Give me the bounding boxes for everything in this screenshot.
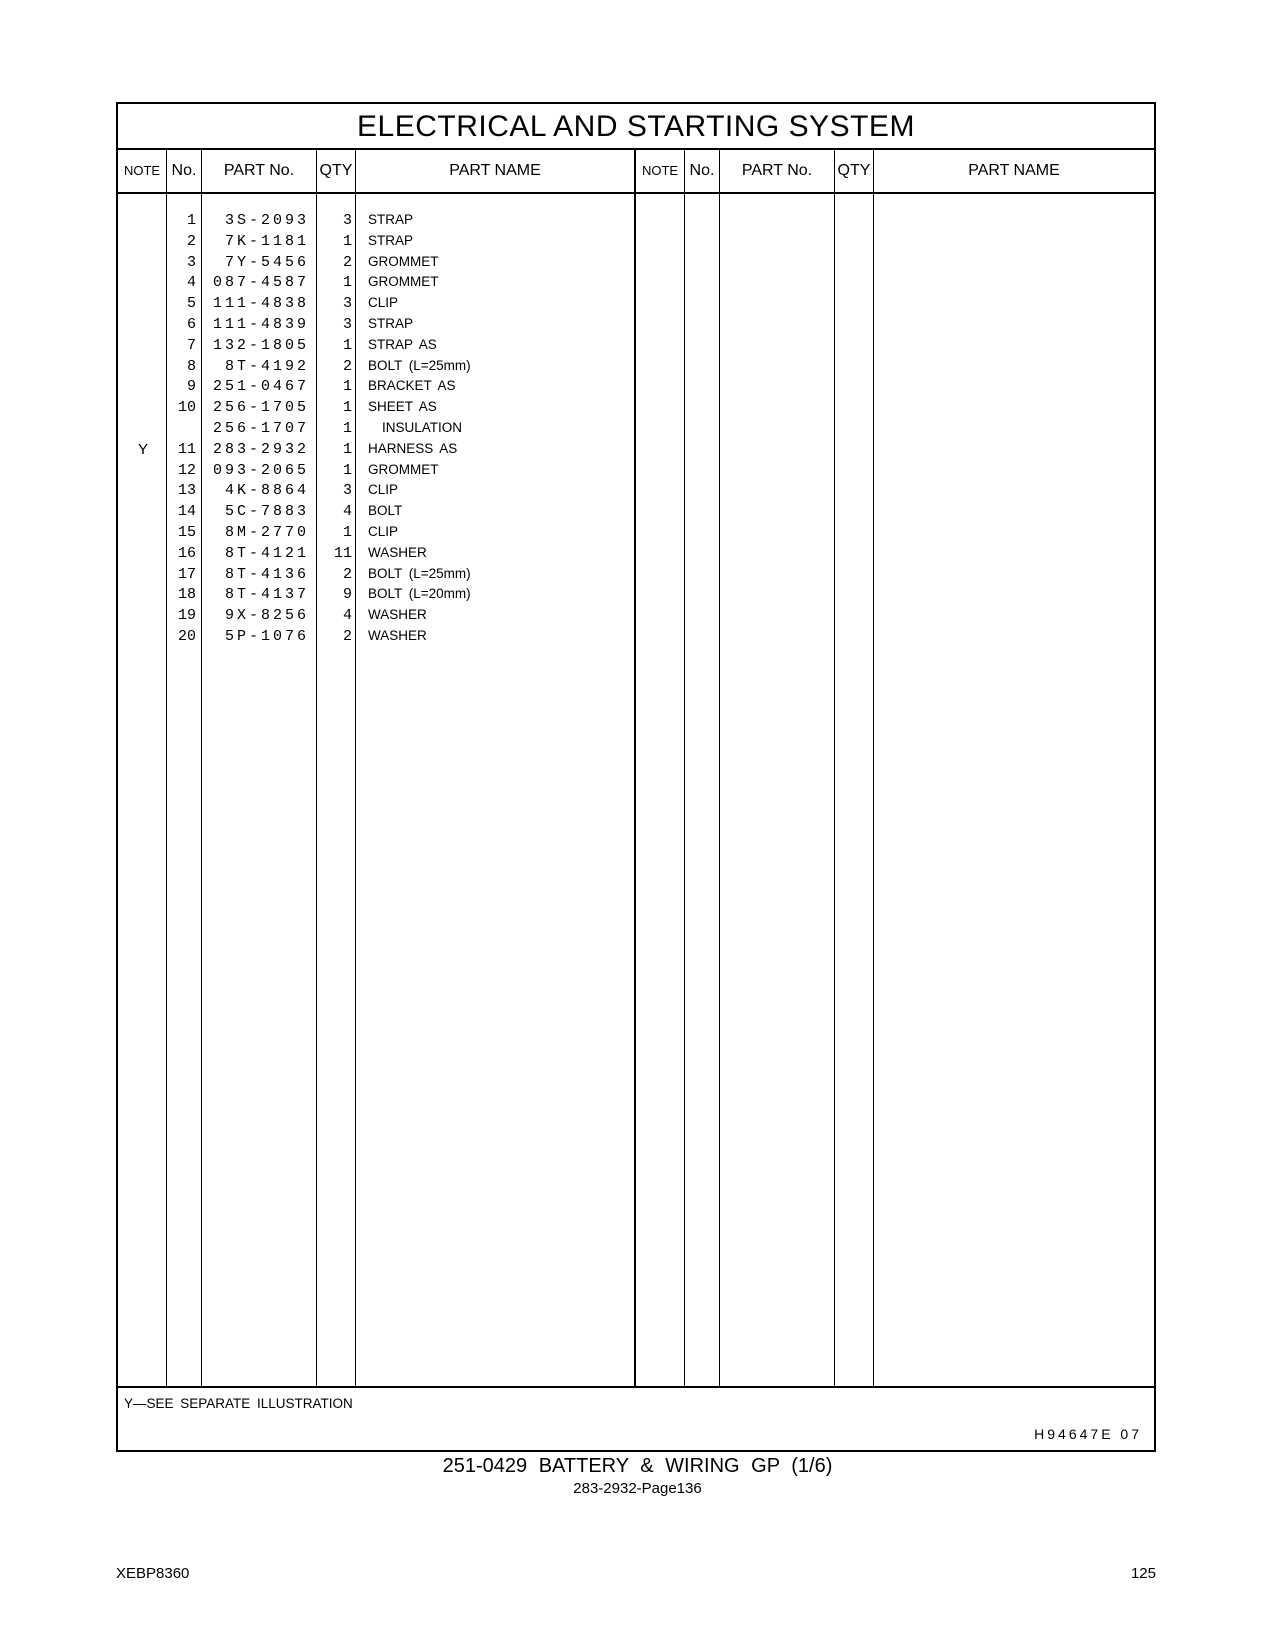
quantity-cell: 2 bbox=[342, 565, 352, 583]
part-name-cell: GROMMET bbox=[368, 274, 439, 290]
group-subcaption: 283-2932-Page136 bbox=[573, 1480, 702, 1497]
table-row bbox=[118, 399, 1154, 421]
quantity-cell: 2 bbox=[342, 357, 352, 375]
header-note-right: NOTE bbox=[641, 163, 679, 178]
part-name-cell: GROMMET bbox=[368, 461, 439, 477]
table-row bbox=[118, 586, 1154, 608]
part-number-cell: 4K-8864 bbox=[224, 482, 309, 500]
item-number-cell: 15 bbox=[177, 524, 196, 541]
item-number-cell: 4 bbox=[186, 274, 196, 292]
part-name-cell: WASHER bbox=[368, 607, 427, 623]
table-row bbox=[118, 524, 1154, 546]
table-row bbox=[118, 545, 1154, 567]
item-number-cell: 10 bbox=[177, 399, 196, 417]
part-number-cell: 111-4839 bbox=[212, 316, 309, 333]
part-number-cell: 7K-1181 bbox=[224, 232, 309, 250]
quantity-cell: 3 bbox=[342, 295, 352, 313]
part-number-cell: 132-1805 bbox=[212, 336, 309, 354]
quantity-cell: 3 bbox=[342, 316, 352, 333]
item-number-cell: 9 bbox=[186, 378, 196, 396]
header-no-left: No. bbox=[171, 162, 197, 179]
table-row bbox=[118, 628, 1154, 650]
part-name-cell: BOLT (L=25mm) bbox=[368, 357, 471, 373]
item-number-cell: 13 bbox=[177, 482, 196, 500]
header-qty-right: QTY bbox=[837, 162, 871, 179]
section-title: ELECTRICAL AND STARTING SYSTEM bbox=[118, 104, 1154, 150]
item-number-cell: 18 bbox=[177, 586, 196, 604]
table-row bbox=[118, 358, 1154, 380]
table-row bbox=[118, 441, 1154, 463]
part-name-cell: HARNESS AS bbox=[368, 440, 458, 456]
part-number-cell: 093-2065 bbox=[212, 461, 309, 479]
table-row bbox=[118, 462, 1154, 484]
part-name-cell: STRAP bbox=[368, 316, 414, 331]
item-number-cell: 1 bbox=[186, 212, 196, 229]
part-number-cell: 8T-4121 bbox=[224, 544, 309, 562]
part-name-cell: SHEET AS bbox=[368, 399, 437, 415]
table-row bbox=[118, 378, 1154, 400]
table-row bbox=[118, 274, 1154, 296]
table-row bbox=[118, 482, 1154, 504]
quantity-cell: 1 bbox=[342, 420, 352, 437]
header-no-right: No. bbox=[689, 162, 715, 179]
part-number-cell: 5C-7883 bbox=[224, 503, 309, 521]
quantity-cell: 2 bbox=[342, 628, 352, 645]
quantity-cell: 3 bbox=[342, 212, 352, 229]
part-name-cell: BRACKET AS bbox=[368, 378, 456, 394]
item-number-cell: 5 bbox=[186, 295, 196, 313]
part-name-cell: BOLT (L=20mm) bbox=[368, 586, 471, 602]
part-name-cell: WASHER bbox=[368, 544, 427, 560]
publication-number: XEBP8360 bbox=[116, 1565, 190, 1582]
part-name-cell: BOLT bbox=[368, 503, 403, 519]
item-number-cell: 11 bbox=[177, 440, 196, 458]
item-number-cell: 12 bbox=[177, 461, 196, 479]
parts-table-frame bbox=[116, 102, 1156, 1452]
item-number-cell: 14 bbox=[177, 503, 196, 521]
table-row bbox=[118, 503, 1154, 525]
part-name-cell: STRAP bbox=[368, 232, 414, 248]
part-name-cell: CLIP bbox=[368, 524, 399, 539]
part-number-cell: 7Y-5456 bbox=[224, 253, 309, 271]
part-number-cell: 251-0467 bbox=[212, 378, 309, 396]
header-qty-left: QTY bbox=[319, 162, 353, 179]
part-number-cell: 087-4587 bbox=[212, 274, 309, 292]
header-part-no-right: PART No. bbox=[741, 162, 813, 179]
group-caption: 251-0429 BATTERY & WIRING GP (1/6) bbox=[442, 1455, 833, 1477]
item-number-cell: 17 bbox=[177, 565, 196, 583]
quantity-cell: 1 bbox=[342, 524, 352, 541]
part-name-cell: INSULATION bbox=[382, 420, 463, 435]
quantity-cell: 1 bbox=[342, 378, 352, 396]
part-number-cell: 283-2932 bbox=[212, 440, 309, 458]
table-row bbox=[118, 233, 1154, 255]
quantity-cell: 1 bbox=[342, 336, 352, 354]
table-row bbox=[118, 316, 1154, 338]
note-cell: Y bbox=[137, 440, 148, 458]
item-number-cell: 7 bbox=[186, 336, 196, 354]
column-header-row bbox=[118, 150, 1154, 194]
item-number-cell: 8 bbox=[186, 357, 196, 375]
part-number-cell: 5P-1076 bbox=[224, 628, 309, 645]
header-part-no-left: PART No. bbox=[223, 162, 295, 179]
part-number-cell: 3S-2093 bbox=[224, 212, 309, 229]
quantity-cell: 1 bbox=[342, 461, 352, 479]
item-number-cell: 3 bbox=[186, 253, 196, 271]
quantity-cell: 4 bbox=[342, 607, 352, 625]
table-row bbox=[118, 295, 1154, 317]
item-number-cell: 2 bbox=[186, 232, 196, 250]
part-name-cell: STRAP AS bbox=[368, 336, 437, 352]
part-name-cell: WASHER bbox=[368, 628, 427, 643]
item-number-cell: 6 bbox=[186, 316, 196, 333]
part-name-cell: STRAP bbox=[368, 212, 414, 227]
quantity-cell: 4 bbox=[342, 503, 352, 521]
part-number-cell: 256-1705 bbox=[212, 399, 309, 417]
part-number-cell: 9X-8256 bbox=[224, 607, 309, 625]
header-part-name-left: PART NAME bbox=[449, 162, 541, 179]
part-number-cell: 8T-4137 bbox=[224, 586, 309, 604]
footer-divider bbox=[118, 1386, 1154, 1388]
quantity-cell: 2 bbox=[342, 253, 352, 271]
table-row bbox=[118, 212, 1154, 234]
quantity-cell: 9 bbox=[342, 586, 352, 604]
header-part-name-right: PART NAME bbox=[968, 162, 1060, 179]
quantity-cell: 1 bbox=[342, 274, 352, 292]
quantity-cell: 1 bbox=[342, 440, 352, 458]
table-row bbox=[118, 420, 1154, 442]
table-row bbox=[118, 337, 1154, 359]
part-name-cell: CLIP bbox=[368, 482, 399, 498]
table-row bbox=[118, 607, 1154, 629]
header-note-left: NOTE bbox=[123, 163, 161, 178]
part-number-cell: 256-1707 bbox=[212, 420, 309, 437]
part-number-cell: 111-4838 bbox=[212, 295, 309, 313]
quantity-cell: 11 bbox=[333, 544, 352, 562]
part-number-cell: 8T-4136 bbox=[224, 565, 309, 583]
part-name-cell: BOLT (L=25mm) bbox=[368, 565, 471, 581]
illustration-id: H94647E 07 bbox=[1034, 1426, 1142, 1442]
quantity-cell: 1 bbox=[342, 399, 352, 417]
page-number: 125 bbox=[1130, 1565, 1156, 1582]
part-number-cell: 8M-2770 bbox=[224, 524, 309, 541]
part-name-cell: CLIP bbox=[368, 295, 399, 311]
table-row bbox=[118, 566, 1154, 588]
part-name-cell: GROMMET bbox=[368, 253, 439, 269]
item-number-cell: 20 bbox=[177, 628, 196, 645]
quantity-cell: 1 bbox=[342, 232, 352, 250]
item-number-cell: 16 bbox=[177, 544, 196, 562]
part-number-cell: 8T-4192 bbox=[224, 357, 309, 375]
footnote: Y—SEE SEPARATE ILLUSTRATION bbox=[124, 1396, 353, 1411]
item-number-cell: 19 bbox=[177, 607, 196, 625]
table-row bbox=[118, 254, 1154, 276]
quantity-cell: 3 bbox=[342, 482, 352, 500]
